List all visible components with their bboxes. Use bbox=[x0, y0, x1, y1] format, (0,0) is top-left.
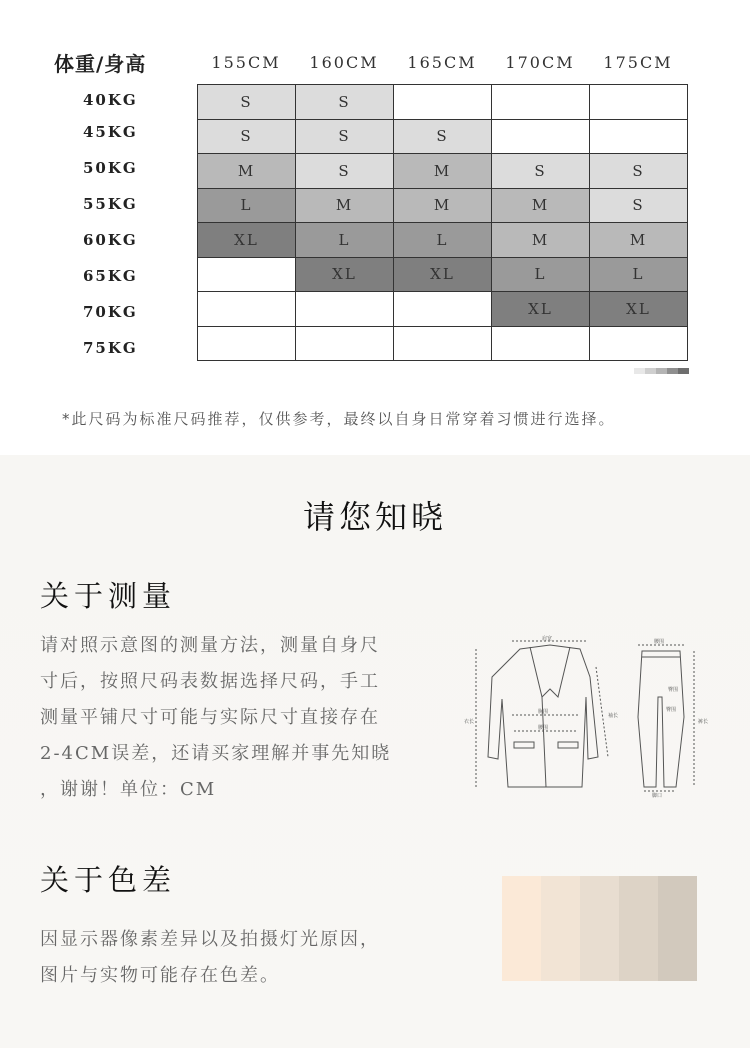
height-header: 170CM bbox=[505, 53, 575, 72]
diagram-label: 衣长 bbox=[464, 719, 475, 725]
color-swatch bbox=[502, 876, 541, 981]
size-cell: L bbox=[492, 258, 590, 293]
size-cell: XL bbox=[492, 292, 590, 327]
size-cell: M bbox=[394, 189, 492, 224]
color-diff-line: 因显示器像素差异以及拍摄灯光原因， bbox=[40, 929, 380, 950]
diagram-label: 肩宽 bbox=[542, 636, 553, 642]
height-header: 160CM bbox=[309, 53, 379, 72]
size-cell: M bbox=[296, 189, 394, 224]
size-cell: L bbox=[590, 258, 688, 293]
color-diff-title: 关于色差 bbox=[40, 863, 177, 897]
size-cell bbox=[296, 327, 394, 362]
size-cell: M bbox=[394, 154, 492, 189]
size-cell: XL bbox=[198, 223, 296, 258]
diagram-label: 袖长 bbox=[608, 713, 619, 719]
diagram-label: 裤长 bbox=[698, 719, 709, 725]
size-cell bbox=[198, 258, 296, 293]
height-header: 175CM bbox=[603, 53, 673, 72]
measurement-line: 寸后，按照尺码表数据选择尺码，手工 bbox=[40, 671, 380, 692]
weight-header: 75KG bbox=[83, 339, 138, 357]
color-swatch bbox=[580, 876, 619, 981]
diagram-label: 腰围 bbox=[654, 639, 665, 645]
color-diff-text bbox=[40, 922, 380, 994]
diagram-label: 臀围 bbox=[668, 687, 679, 693]
height-header: 155CM bbox=[211, 53, 281, 72]
measurement-line: ，谢谢！单位：CM bbox=[40, 779, 217, 800]
size-cell bbox=[492, 327, 590, 362]
size-note: *此尺码为标准尺码推荐，仅供参考，最终以自身日常穿着习惯进行选择。 bbox=[62, 410, 616, 428]
size-grid bbox=[197, 84, 688, 361]
size-cell: M bbox=[590, 223, 688, 258]
size-cell: S bbox=[492, 154, 590, 189]
diagram-label: 胸围 bbox=[538, 709, 549, 715]
size-cell: M bbox=[198, 154, 296, 189]
color-swatch bbox=[541, 876, 580, 981]
size-cell: XL bbox=[394, 258, 492, 293]
size-cell: L bbox=[198, 189, 296, 224]
size-cell: S bbox=[590, 189, 688, 224]
notice-title: 请您知晓 bbox=[302, 498, 447, 536]
color-diff-line: 图片与实物可能存在色差。 bbox=[40, 965, 280, 986]
size-cell bbox=[394, 85, 492, 120]
weight-header: 65KG bbox=[83, 267, 138, 285]
size-cell bbox=[394, 292, 492, 327]
size-cell: L bbox=[296, 223, 394, 258]
size-cell bbox=[296, 292, 394, 327]
color-swatch bbox=[658, 876, 697, 981]
pants-outline bbox=[638, 651, 684, 787]
size-cell: S bbox=[590, 154, 688, 189]
diagram-label: 脚口 bbox=[652, 793, 663, 799]
legend-swatch bbox=[667, 368, 678, 374]
weight-header: 50KG bbox=[83, 159, 138, 177]
size-cell: M bbox=[492, 223, 590, 258]
size-cell bbox=[492, 120, 590, 155]
measurement-diagram bbox=[462, 636, 712, 799]
size-cell bbox=[590, 120, 688, 155]
measurement-line: 测量平铺尺寸可能与实际尺寸直接存在 bbox=[40, 707, 380, 728]
color-swatch bbox=[619, 876, 658, 981]
size-chart-section bbox=[0, 0, 750, 455]
diagram-label: 臀围 bbox=[666, 707, 677, 713]
legend-swatch bbox=[656, 368, 667, 374]
size-cell: S bbox=[296, 120, 394, 155]
size-cell: XL bbox=[590, 292, 688, 327]
size-cell: S bbox=[198, 85, 296, 120]
size-cell: S bbox=[394, 120, 492, 155]
size-cell: S bbox=[296, 85, 394, 120]
diagram-label: 腰围 bbox=[538, 725, 549, 731]
height-header: 165CM bbox=[407, 53, 477, 72]
size-cell bbox=[394, 327, 492, 362]
measurement-line: 请对照示意图的测量方法，测量自身尺 bbox=[40, 635, 380, 656]
weight-header: 60KG bbox=[83, 231, 138, 249]
measurement-title: 关于测量 bbox=[40, 579, 177, 613]
size-cell: M bbox=[492, 189, 590, 224]
shade-legend bbox=[634, 368, 689, 374]
size-cell: L bbox=[394, 223, 492, 258]
size-cell bbox=[198, 327, 296, 362]
size-cell: S bbox=[198, 120, 296, 155]
weight-header: 70KG bbox=[83, 303, 138, 321]
jacket-lapel bbox=[530, 647, 570, 697]
legend-swatch bbox=[678, 368, 689, 374]
legend-swatch bbox=[634, 368, 645, 374]
size-cell: XL bbox=[296, 258, 394, 293]
size-cell bbox=[198, 292, 296, 327]
size-cell bbox=[492, 85, 590, 120]
weight-header: 45KG bbox=[83, 123, 138, 141]
chart-corner-label: 体重/身高 bbox=[54, 52, 147, 76]
measurement-line: 2-4CM误差，还请买家理解并事先知晓 bbox=[40, 743, 392, 764]
color-swatches bbox=[502, 876, 697, 981]
measurement-text bbox=[40, 628, 391, 808]
size-cell bbox=[590, 327, 688, 362]
size-cell bbox=[590, 85, 688, 120]
weight-header: 40KG bbox=[83, 91, 138, 109]
legend-swatch bbox=[645, 368, 656, 374]
weight-header: 55KG bbox=[83, 195, 138, 213]
size-cell: S bbox=[296, 154, 394, 189]
